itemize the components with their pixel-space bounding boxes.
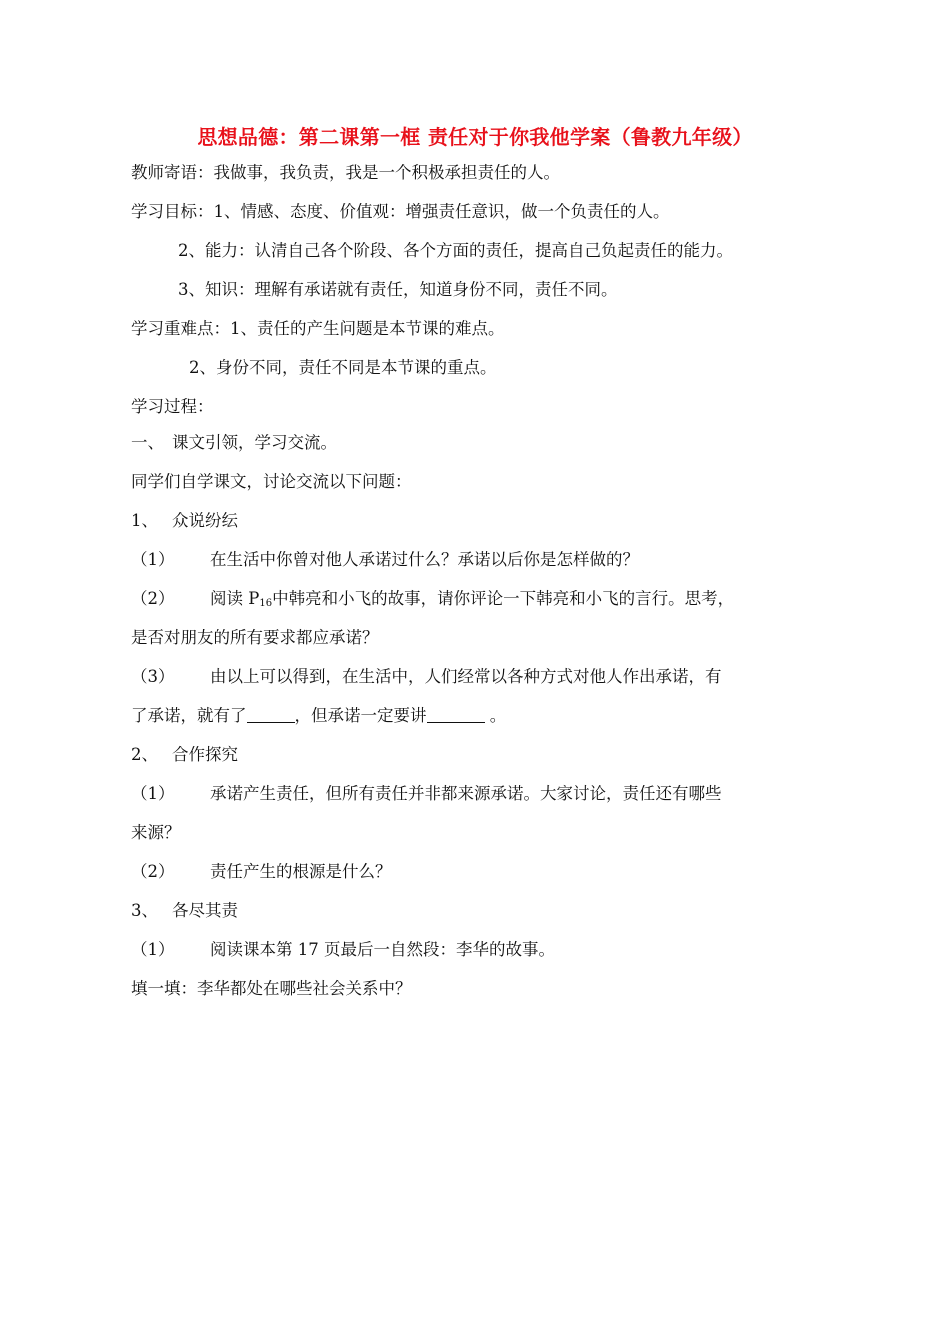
section-1-intro: 同学们自学课文，讨论交流以下问题： [131, 472, 412, 491]
goal-2: 2、能力：认清自己各个阶段、各个方面的责任，提高自己负起责任的能力。 [178, 241, 733, 260]
part-2-question-2 [131, 860, 392, 884]
question-text: 了承诺，就有了 [131, 706, 247, 725]
part-1-question-2-continued: 是否对朋友的所有要求都应承诺？ [131, 628, 379, 647]
page-subscript: 16 [259, 598, 273, 609]
fill-in-blank[interactable] [427, 704, 485, 723]
part-3-fill-prompt: 填一填：李华都处在哪些社会关系中？ [131, 979, 412, 998]
document-title: 思想品德：第二课第一框 责任对于你我他学案（鲁教九年级） [197, 125, 753, 149]
part-3-text: 各尽其责 [172, 901, 238, 920]
question-number: （1） [131, 784, 175, 803]
part-2-heading [131, 743, 238, 767]
part-2-question-1 [131, 782, 722, 806]
part-1-question-3-continued [131, 704, 506, 728]
question-text: 责任产生的根源是什么？ [210, 862, 392, 881]
question-text: 阅读课本第 17 页最后一自然段：李华的故事。 [210, 940, 555, 959]
section-1-number: 一、 [131, 433, 164, 452]
part-3-question-1 [131, 938, 555, 962]
process-label: 学习过程： [131, 397, 214, 416]
question-number: （2） [131, 862, 175, 881]
goal-1: 学习目标：1、情感、态度、价值观：增强责任意识，做一个负责任的人。 [131, 202, 670, 221]
goal-3: 3、知识：理解有承诺就有责任，知道身份不同，责任不同。 [178, 280, 618, 299]
part-1-question-1 [131, 548, 639, 572]
section-1-heading [131, 431, 337, 455]
question-text: ，但承诺一定要讲 [294, 706, 427, 725]
fill-in-blank[interactable] [247, 704, 295, 723]
part-1-heading [131, 509, 238, 533]
part-1-text: 众说纷纭 [172, 511, 238, 530]
part-1-question-3 [131, 665, 722, 689]
question-text: 。 [489, 706, 507, 725]
part-3-heading [131, 899, 238, 923]
part-3-number: 3、 [131, 901, 158, 920]
part-2-question-1-continued: 来源？ [131, 823, 181, 842]
question-text: 承诺产生责任，但所有责任并非都来源承诺。大家讨论，责任还有哪些 [210, 784, 722, 803]
part-1-number: 1、 [131, 511, 158, 530]
section-1-text: 课文引领，学习交流。 [172, 433, 337, 452]
key-point-1: 学习重难点：1、责任的产生问题是本节课的难点。 [131, 319, 505, 338]
question-number: （1） [131, 940, 175, 959]
part-2-number: 2、 [131, 745, 158, 764]
question-text: 中韩亮和小飞的故事，请你评论一下韩亮和小飞的言行。思考， [272, 589, 735, 608]
part-1-question-2 [131, 587, 734, 616]
key-point-2: 2、身份不同，责任不同是本节课的重点。 [189, 358, 497, 377]
teacher-message: 教师寄语：我做事，我负责，我是一个积极承担责任的人。 [131, 163, 560, 182]
part-2-text: 合作探究 [172, 745, 238, 764]
question-number: （3） [131, 667, 175, 686]
question-text: 阅读 P [210, 589, 260, 608]
question-number: （1） [131, 550, 175, 569]
question-text: 在生活中你曾对他人承诺过什么？承诺以后你是怎样做的？ [210, 550, 639, 569]
question-text: 由以上可以得到，在生活中，人们经常以各种方式对他人作出承诺，有 [210, 667, 722, 686]
question-number: （2） [131, 589, 175, 608]
